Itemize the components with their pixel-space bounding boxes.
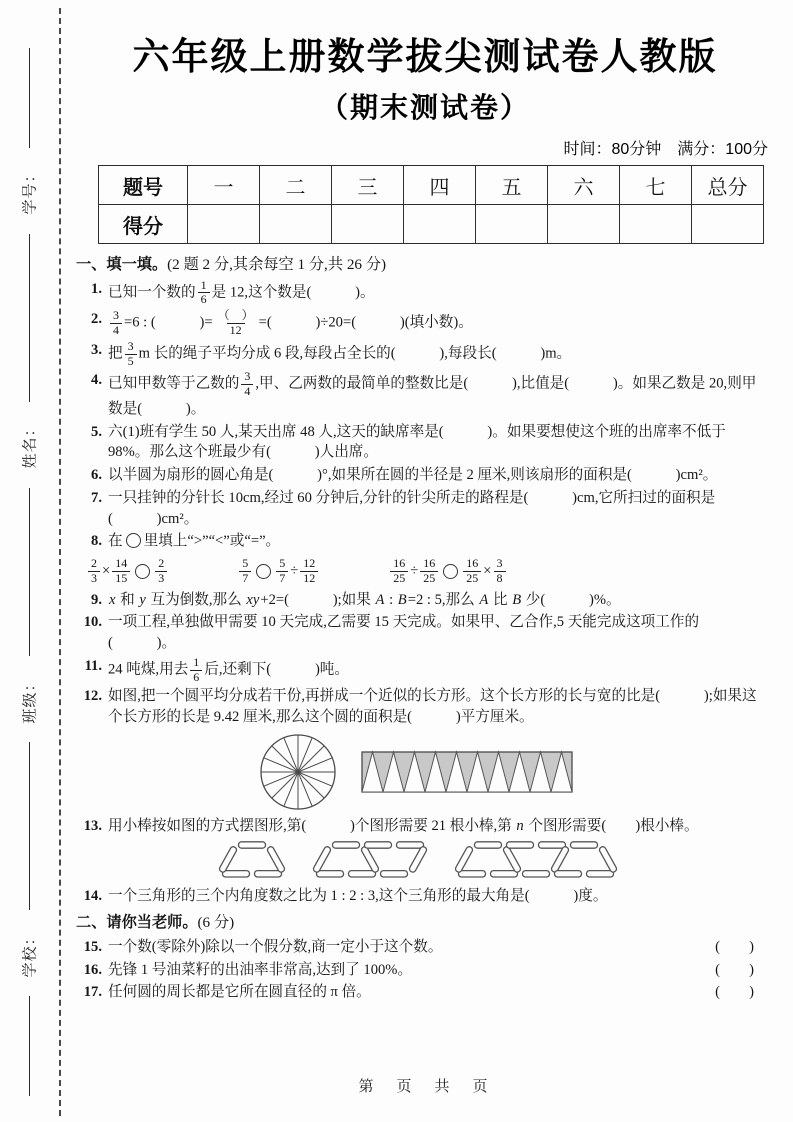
question-text <box>108 886 760 907</box>
question-item <box>76 488 760 529</box>
sidebar-field-text: 学号： <box>22 166 39 215</box>
section-heading-bold: 二、请你当老师。 <box>76 914 198 932</box>
fraction-denominator: 3 <box>88 571 100 586</box>
sidebar-field-label <box>5 154 53 228</box>
question-number: 13. <box>83 817 102 834</box>
fraction-numerator: 14 <box>115 555 128 570</box>
fraction <box>276 557 288 586</box>
fraction-denominator: 25 <box>420 571 438 586</box>
text-run: 是 12,这个数是( )。 <box>211 284 375 301</box>
question-figure <box>76 840 760 882</box>
score-table-score-cell <box>260 205 332 244</box>
comparison-circle <box>256 564 271 579</box>
text-run: 以半圆为扇形的圆心角是( )°,如果所在圆的半径是 2 厘米,则该扇形的面积是( )cm²。 <box>108 467 718 484</box>
text-run: =6 : ( )= <box>124 314 213 331</box>
score-table-score-cell <box>692 205 764 244</box>
small-stick <box>454 846 473 874</box>
text-run: 把 <box>108 345 123 362</box>
score-table-column-header: 总分 <box>692 166 764 205</box>
fraction <box>494 557 506 586</box>
question-number: 2. <box>91 311 102 328</box>
sidebar-field-text: 学校： <box>22 929 39 978</box>
math-variable: x <box>109 591 116 608</box>
math-variable: A <box>375 591 385 608</box>
text-run: 已知一个数的 <box>108 284 196 301</box>
fraction-denominator: 4 <box>241 384 253 399</box>
question-item <box>76 590 760 611</box>
fraction-numerator: 5 <box>279 555 286 570</box>
text-run: 一个数(零除外)除以一个假分数,商一定小于这个数。 <box>108 938 443 955</box>
question-number: 7. <box>91 489 102 506</box>
score-table-column-header: 一 <box>188 166 260 205</box>
exam-meta: 时间：80分钟 满分：100分 <box>563 141 768 158</box>
section-heading <box>76 912 760 934</box>
fraction-numerator: 16 <box>423 555 436 570</box>
fraction-denominator: 8 <box>494 571 506 586</box>
student-info-sidebar <box>0 8 61 1116</box>
text-run: 先锋 1 号油菜籽的出油率非常高,达到了 100%。 <box>108 961 413 978</box>
text-run: ,甲、乙两数的最简单的整数比是( ),比值是( )。如果乙数是 20,则甲数是( )。 <box>108 376 757 417</box>
question-item <box>76 816 760 837</box>
question-text <box>108 656 760 685</box>
question-text <box>108 465 760 486</box>
fraction-numerator: 5 <box>242 555 249 570</box>
score-table-column-header: 六 <box>548 166 620 205</box>
small-stick <box>312 846 331 874</box>
question-text <box>108 340 760 369</box>
small-stick <box>491 871 518 877</box>
judgement-blank-parens: ( ) <box>715 961 754 978</box>
small-stick <box>555 871 582 877</box>
comparison-expressions-row <box>76 557 760 586</box>
small-stick <box>587 871 614 877</box>
question-item <box>76 531 760 552</box>
small-stick <box>360 846 379 874</box>
question-text <box>108 370 760 419</box>
text-run: 六(1)班有学生 50 人,某天出席 48 人,这天的缺席率是( )。如果要想使这个班的出席率不低于 98%。那么这个班最少有( )人出席。 <box>108 423 726 461</box>
text-run: 一只挂钟的分针长 10cm,经过 60 分钟后,分针的针尖所走的路程是( )cm,它所扫过的面积是( )cm²。 <box>108 489 716 527</box>
judgement-blank-parens: ( ) <box>715 938 754 955</box>
question-item <box>76 370 760 419</box>
score-table-column-header: 三 <box>332 166 404 205</box>
fraction-denominator: 7 <box>276 571 288 586</box>
fraction <box>390 557 408 586</box>
score-table-score-cell <box>476 205 548 244</box>
small-stick <box>223 871 250 877</box>
question-figure <box>76 732 760 812</box>
comparison-expression <box>388 557 507 586</box>
text-run: 用小棒按如图的方式摆图形,第( )个图形需要 21 根小棒,第 <box>108 817 516 834</box>
fraction <box>463 557 481 586</box>
question-text <box>108 422 760 463</box>
text-run: 互为倒数,那么 <box>146 591 246 608</box>
small-stick <box>239 842 266 848</box>
fraction-numerator: 1 <box>193 654 200 669</box>
fraction <box>155 557 167 586</box>
fraction <box>88 557 100 586</box>
question-number: 4. <box>91 372 102 389</box>
sidebar-field-label <box>5 408 53 482</box>
fraction <box>110 309 122 338</box>
text-run: =2 : 5,那么 <box>407 591 479 608</box>
question-number: 1. <box>91 280 102 297</box>
question-text <box>108 937 760 958</box>
score-table <box>98 165 764 244</box>
question-item <box>76 982 760 1003</box>
question-number: 8. <box>91 533 102 550</box>
fraction-numerator: （ ） <box>217 308 254 323</box>
write-line <box>29 234 31 402</box>
sidebar-field-text: 班级： <box>22 675 39 724</box>
write-line <box>29 742 31 910</box>
text-run: × <box>102 562 111 579</box>
question-number: 15. <box>83 938 102 955</box>
question-item <box>76 309 760 338</box>
sidebar-field-text: 姓名： <box>22 420 39 469</box>
question-item <box>76 465 760 486</box>
math-variable: A <box>479 591 489 608</box>
comparison-circle <box>126 533 141 548</box>
fraction <box>241 370 253 399</box>
fraction-denominator: 12 <box>227 323 245 338</box>
fraction-denominator: 6 <box>198 292 210 307</box>
fraction <box>190 656 202 685</box>
fraction-denominator: 25 <box>390 571 408 586</box>
small-stick <box>381 871 408 877</box>
write-line <box>29 996 31 1096</box>
text-run: m 长的绳子平均分成 6 段,每段占全长的( ),每段长( )m。 <box>138 345 572 362</box>
question-number: 14. <box>83 888 102 905</box>
text-run: 如图,把一个圆平均分成若干份,再拼成一个近似的长方形。这个长方形的长与宽的比是( );如果这个长方形的长是 9.42 厘米,那么这个圆的面积是( )平方厘米。 <box>108 688 757 726</box>
question-number: 6. <box>91 467 102 484</box>
small-stick <box>397 842 424 848</box>
fraction-numerator: 3 <box>244 369 251 384</box>
fraction-numerator: 12 <box>303 555 316 570</box>
question-text <box>108 816 760 837</box>
score-table-header-row <box>99 166 764 205</box>
math-variable: B <box>512 591 522 608</box>
fraction-numerator: 16 <box>393 555 406 570</box>
small-stick <box>550 846 569 874</box>
small-stick <box>571 842 598 848</box>
question-number: 17. <box>83 984 102 1001</box>
question-number: 11. <box>84 657 102 674</box>
statement-text <box>108 982 371 1003</box>
score-table-score-row <box>99 205 764 244</box>
question-item <box>76 340 760 369</box>
fraction <box>420 557 438 586</box>
small-stick <box>365 842 392 848</box>
text-run: 后,还剩下( )吨。 <box>204 661 349 678</box>
text-run: 已知甲数等于乙数的 <box>108 376 240 392</box>
score-table-row-label: 得分 <box>99 205 188 244</box>
question-item <box>76 656 760 685</box>
text-run: 在 <box>108 533 123 550</box>
question-number: 5. <box>91 423 102 440</box>
small-stick <box>333 842 360 848</box>
small-stick <box>218 846 237 874</box>
text-run: +2=( );如果 <box>260 591 375 608</box>
text-run: 个图形需要( )根小棒。 <box>524 817 699 834</box>
fraction-denominator: 3 <box>155 571 167 586</box>
question-text <box>108 960 760 981</box>
small-stick <box>349 871 376 877</box>
small-stick <box>266 846 285 874</box>
question-item <box>76 886 760 907</box>
small-stick <box>523 871 550 877</box>
fraction <box>215 309 257 338</box>
score-table-score-cell <box>332 205 404 244</box>
fraction-numerator: 1 <box>200 277 207 292</box>
score-table-column-header: 四 <box>404 166 476 205</box>
comparison-expression <box>237 557 320 586</box>
fraction-numerator: 2 <box>91 555 97 570</box>
fraction <box>112 557 130 586</box>
comparison-circle <box>443 564 458 579</box>
fraction-numerator: 3 <box>496 555 503 570</box>
fraction-denominator: 15 <box>112 571 130 586</box>
question-item <box>76 279 760 308</box>
question-number: 3. <box>91 341 102 358</box>
question-number: 16. <box>83 961 102 978</box>
small-stick <box>507 842 534 848</box>
small-stick <box>459 871 486 877</box>
stick-pattern-figure <box>208 840 628 882</box>
small-stick <box>502 846 521 874</box>
text-run: : <box>385 591 397 608</box>
fraction <box>300 557 318 586</box>
fraction-numerator: 2 <box>158 555 165 570</box>
section-heading-points: (2 题 2 分,其余每空 1 分,共 26 分) <box>167 256 387 273</box>
small-stick <box>539 842 566 848</box>
score-table-score-cell <box>188 205 260 244</box>
question-item <box>76 612 760 653</box>
text-run: 和 <box>116 591 139 608</box>
statement-text <box>108 960 412 981</box>
question-text <box>108 686 760 727</box>
score-table-score-cell <box>620 205 692 244</box>
circle-and-rectangle-figure <box>248 732 588 812</box>
question-text <box>108 590 760 611</box>
score-table-column-header: 五 <box>476 166 548 205</box>
fraction-denominator: 12 <box>300 571 318 586</box>
math-variable: B <box>397 591 407 608</box>
page-subtitle: （期末测试卷） <box>319 92 530 123</box>
page-title: 六年级上册数学拔尖测试卷人教版 <box>132 36 718 77</box>
small-stick <box>475 842 502 848</box>
write-line <box>29 488 31 656</box>
fraction-denominator: 6 <box>190 670 202 685</box>
question-text <box>108 982 760 1003</box>
comparison-circle <box>135 564 150 579</box>
text-run: 里填上“>”“<”或“=”。 <box>143 533 281 550</box>
sidebar-field-label <box>5 916 53 990</box>
question-item <box>76 686 760 727</box>
write-line <box>29 48 31 148</box>
text-run: ÷ <box>410 562 419 579</box>
question-item <box>76 937 760 958</box>
small-stick <box>317 871 344 877</box>
section-heading-bold: 一、填一填。 <box>76 256 168 273</box>
small-stick <box>255 871 282 877</box>
score-table-column-header: 二 <box>260 166 332 205</box>
fraction <box>198 279 210 308</box>
questions-content <box>76 254 760 1003</box>
text-run: 比 <box>489 591 512 608</box>
fraction-denominator: 5 <box>125 354 137 369</box>
fraction-numerator: 16 <box>466 555 479 570</box>
question-text <box>108 612 760 653</box>
text-run: 任何圆的周长都是它所在圆直径的 π 倍。 <box>108 984 371 1001</box>
question-text <box>108 531 760 552</box>
question-text <box>108 279 760 308</box>
fraction-denominator: 7 <box>239 571 251 586</box>
question-number: 10. <box>83 614 102 631</box>
fraction-numerator: 3 <box>127 338 134 353</box>
fraction <box>239 557 251 586</box>
score-table-header-label: 题号 <box>99 166 188 205</box>
small-stick <box>408 846 427 874</box>
paper-main <box>72 0 778 1005</box>
text-run: 一项工程,单独做甲需要 10 天完成,乙需要 15 天完成。如果甲、乙合作,5 天能完成这项工作的( )。 <box>108 614 700 652</box>
text-run: 24 吨煤,用去 <box>108 661 189 678</box>
text-run: 少( )%。 <box>522 591 621 608</box>
fraction-numerator: 3 <box>113 308 119 323</box>
small-stick <box>598 846 617 874</box>
score-table-score-cell <box>404 205 476 244</box>
statement-text <box>108 937 442 958</box>
page-footer: 第 页 共 页 <box>358 1079 492 1095</box>
fraction-denominator: 4 <box>110 323 122 338</box>
text-run: × <box>483 562 492 579</box>
score-table-score-cell <box>548 205 620 244</box>
question-text <box>108 488 760 529</box>
math-variable: xy <box>246 591 260 608</box>
sidebar-field-label <box>5 662 53 736</box>
question-number: 9. <box>91 591 102 608</box>
text-run: =( )÷20=( )(填小数)。 <box>258 314 473 331</box>
score-table-column-header: 七 <box>620 166 692 205</box>
fraction-denominator: 25 <box>463 571 481 586</box>
question-number: 12. <box>83 688 102 705</box>
question-item <box>76 422 760 463</box>
question-item <box>76 960 760 981</box>
text-run: 一个三角形的三个内角度数之比为 1 : 2 : 3,这个三角形的最大角是( )度。 <box>108 888 608 905</box>
math-variable: n <box>516 817 524 834</box>
section-heading <box>76 254 760 276</box>
math-variable: y <box>139 591 146 608</box>
section-heading-points: (6 分) <box>197 914 235 932</box>
judgement-blank-parens: ( ) <box>715 984 754 1001</box>
comparison-expression <box>86 557 169 586</box>
fraction <box>125 340 137 369</box>
text-run: ÷ <box>290 562 299 579</box>
question-text <box>108 309 760 338</box>
